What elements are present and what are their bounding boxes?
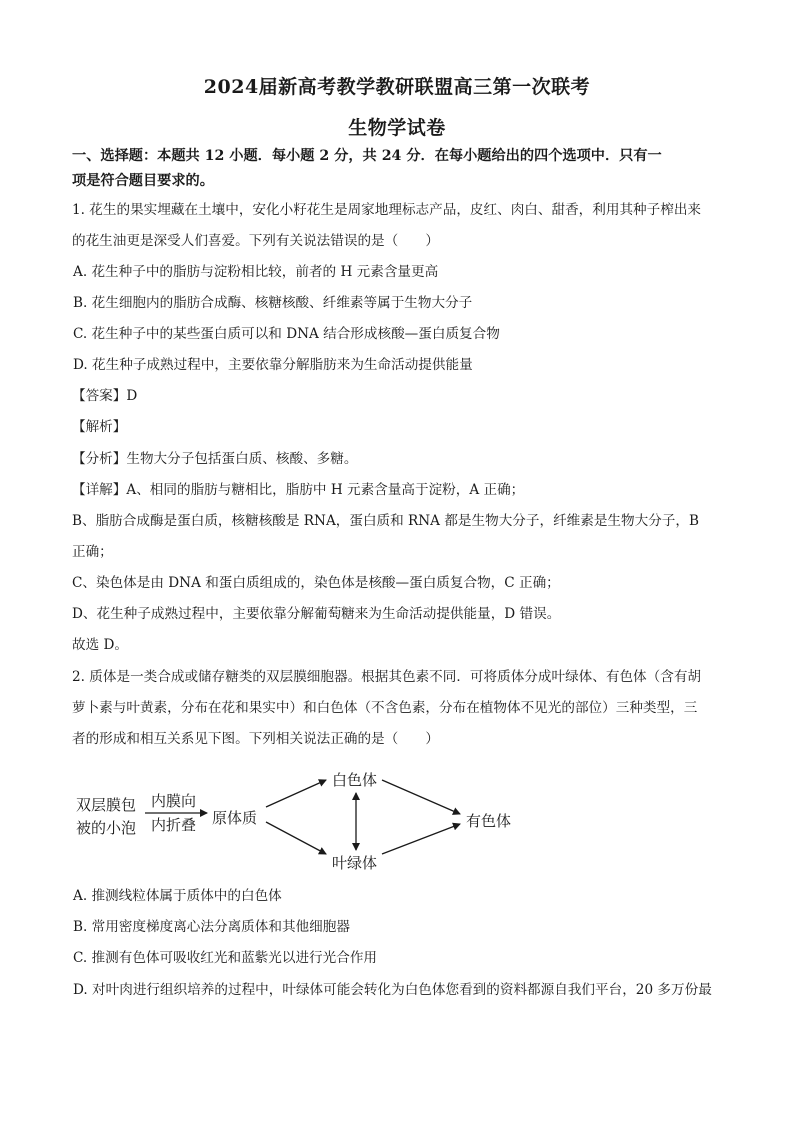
question1-stem-line2: 的花生油更是深受人们喜爱。下列有关说法错误的是（ ） xyxy=(72,233,440,249)
diagram-node-proplastid: 原体质 xyxy=(212,809,258,827)
question1-conclusion: 故选 D。 xyxy=(72,637,129,653)
diagram-node-chloroplast: 叶绿体 xyxy=(332,854,378,872)
question1-option-d: D. 花生种子成熟过程中，主要依靠分解脂肪来为生命活动提供能量 xyxy=(73,357,473,373)
question1-option-b: B. 花生细胞内的脂肪合成酶、核糖核酸、纤维素等属于生物大分子 xyxy=(73,295,473,311)
question2-option-d: D. 对叶肉进行组织培养的过程中，叶绿体可能会转化为白色体您看到的资料都源自我们平台，20 多万份最 xyxy=(73,982,712,998)
arrow-chloroplast-to-chromoplast xyxy=(382,824,460,854)
question1-analysis: 【分析】生物大分子包括蛋白质、核酸、多糖。 xyxy=(72,451,358,467)
arrow-proplastid-to-leucoplast xyxy=(266,780,326,807)
question1-detail-line3: 正确； xyxy=(72,544,113,560)
diagram-label-vesicle-line1: 双层膜包 xyxy=(76,796,137,814)
question1-detail-line1: 【详解】A、相同的脂肪与糖相比，脂肪中 H 元素含量高于淀粉，A 正确； xyxy=(72,482,525,498)
question2-option-b: B. 常用密度梯度离心法分离质体和其他细胞器 xyxy=(73,919,350,935)
diagram-label-vesicle-line2: 被的小泡 xyxy=(76,819,137,837)
question1-detail-line5: D、花生种子成熟过程中，主要依靠分解葡萄糖来为生命活动提供能量，D 错误。 xyxy=(72,606,561,622)
section-heading-line1: 一、选择题：本题共 12 小题．每小题 2 分，共 24 分．在每小题给出的四个选项中．只有一 xyxy=(72,148,662,164)
question1-analysis-tag: 【解析】 xyxy=(72,419,127,435)
exam-title: 2024届新高考教学教研联盟高三第一次联考 xyxy=(203,76,591,98)
arrow-proplastid-to-chloroplast xyxy=(266,822,326,854)
question1-detail-line2: B、脂肪合成酶是蛋白质，核糖核酸是 RNA，蛋白质和 RNA 都是生物大分子，纤维素是生物大分子，B xyxy=(72,513,699,529)
question1-answer: 【答案】D xyxy=(72,388,138,404)
exam-subtitle: 生物学试卷 xyxy=(348,117,446,139)
plastid-relationship-diagram xyxy=(72,766,522,874)
diagram-label-arrow-top: 内膜向 xyxy=(151,792,197,810)
question2-stem-line3: 者的形成和相互关系见下图。下列相关说法正确的是（ ） xyxy=(72,731,440,747)
question2-stem-line2: 萝卜素与叶黄素，分布在花和果实中）和白色体（不含色素，分布在植物体不见光的部位）三种类型，三 xyxy=(72,700,698,716)
question1-option-c: C. 花生种子中的某些蛋白质可以和 DNA 结合形成核酸—蛋白质复合物 xyxy=(73,326,500,342)
diagram-node-chromoplast: 有色体 xyxy=(466,812,512,830)
arrow-leucoplast-to-chromoplast xyxy=(382,780,460,814)
question1-stem-line1: 1. 花生的果实埋藏在土壤中，安化小籽花生是周家地理标志产品，皮红、肉白、甜香，利用其种子榨出来 xyxy=(72,202,702,218)
question2-stem-line1: 2. 质体是一类合成或储存糖类的双层膜细胞器。根据其色素不同．可将质体分成叶绿体、有色体（含有胡 xyxy=(72,669,702,685)
question1-option-a: A. 花生种子中的脂肪与淀粉相比较，前者的 H 元素含量更高 xyxy=(73,264,439,280)
diagram-label-arrow-bottom: 内折叠 xyxy=(151,816,197,834)
question2-option-a: A. 推测线粒体属于质体中的白色体 xyxy=(73,888,282,904)
diagram-node-leucoplast: 白色体 xyxy=(332,771,378,789)
section-heading-line2: 项是符合题目要求的。 xyxy=(72,173,214,189)
question2-option-c: C. 推测有色体可吸收红光和蓝紫光以进行光合作用 xyxy=(73,950,378,966)
question1-detail-line4: C、染色体是由 DNA 和蛋白质组成的，染色体是核酸—蛋白质复合物，C 正确； xyxy=(72,575,560,591)
